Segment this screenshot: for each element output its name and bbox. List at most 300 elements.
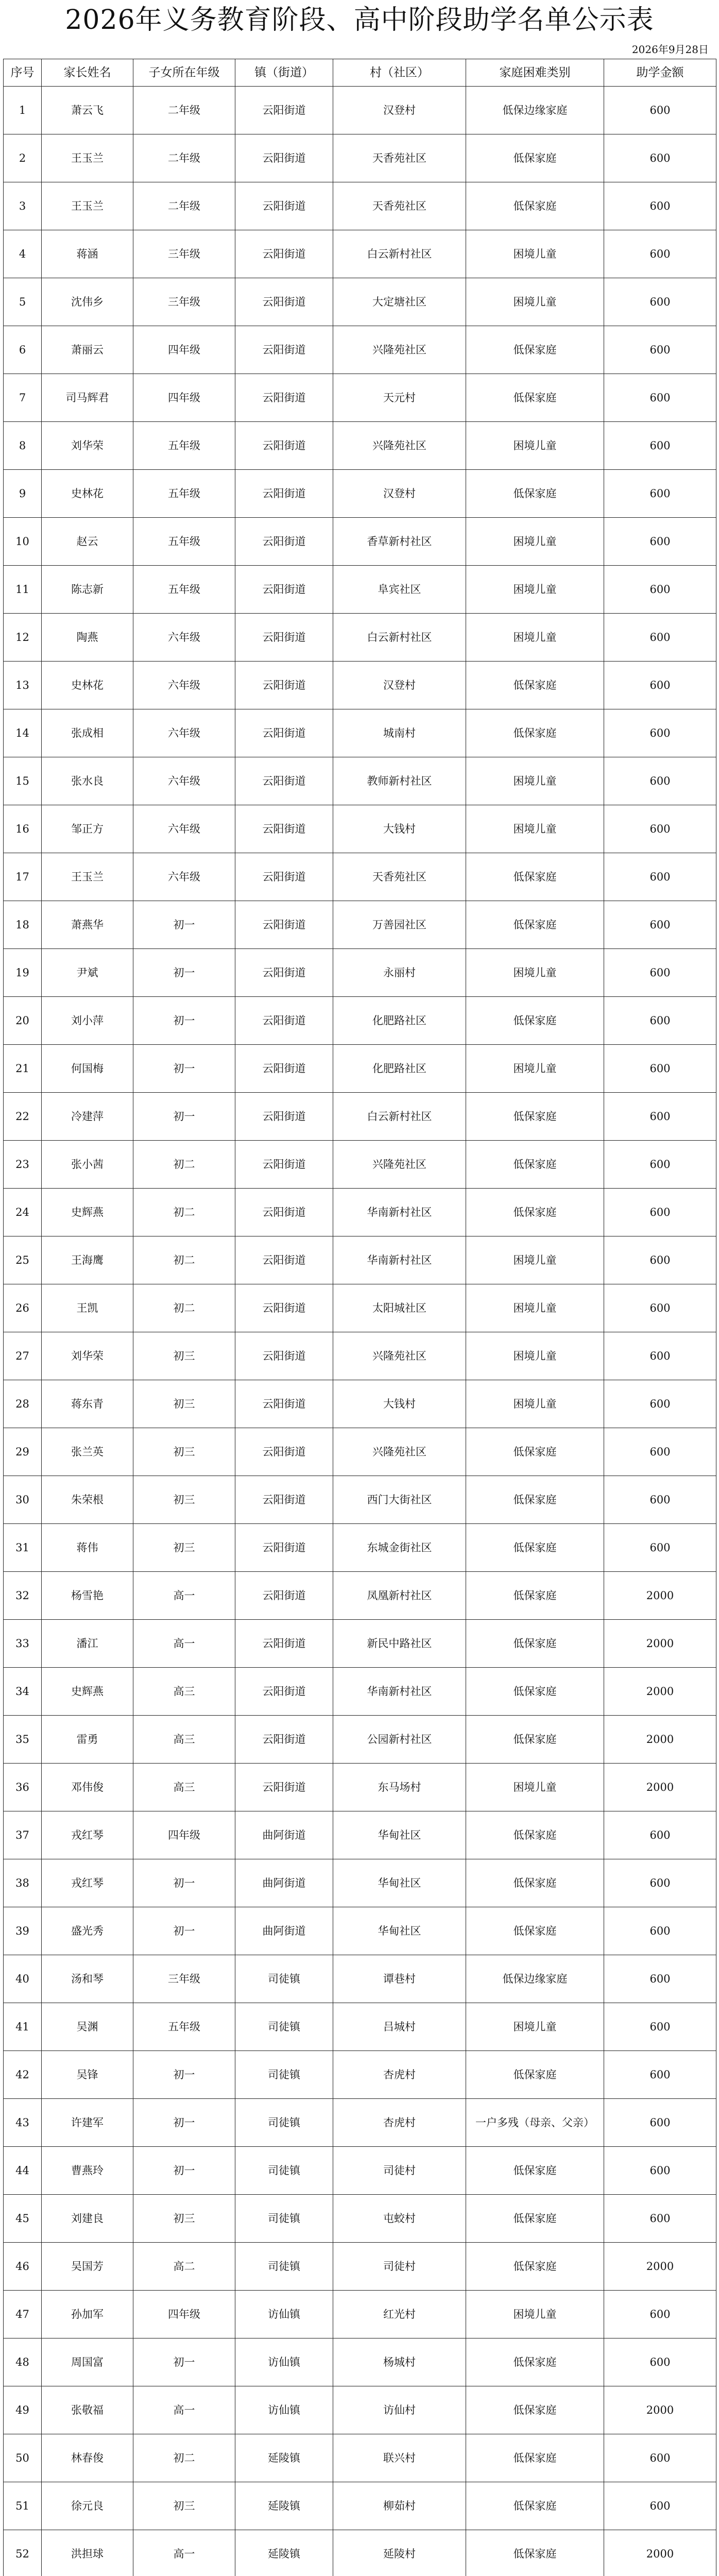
row-village: 大钱村 xyxy=(333,1380,466,1428)
row-index: 1 xyxy=(4,87,42,134)
row-town: 云阳街道 xyxy=(235,374,333,422)
row-grade: 初一 xyxy=(133,2051,235,2099)
row-grade: 四年级 xyxy=(133,374,235,422)
row-hardship-type: 低保家庭 xyxy=(466,1141,604,1189)
row-hardship-type: 低保家庭 xyxy=(466,853,604,901)
row-village: 公园新村社区 xyxy=(333,1716,466,1764)
row-town: 云阳街道 xyxy=(235,1380,333,1428)
aid-list-table xyxy=(3,59,716,2576)
row-town: 曲阿街道 xyxy=(235,1811,333,1859)
row-amount: 600 xyxy=(604,805,716,853)
row-parent-name: 邹正方 xyxy=(42,805,133,853)
row-index: 14 xyxy=(4,709,42,757)
row-town: 云阳街道 xyxy=(235,1716,333,1764)
row-amount: 600 xyxy=(604,230,716,278)
row-village: 天元村 xyxy=(333,374,466,422)
row-grade: 四年级 xyxy=(133,326,235,374)
row-index: 3 xyxy=(4,182,42,230)
row-index: 45 xyxy=(4,2195,42,2243)
table-row xyxy=(4,182,716,230)
row-amount: 600 xyxy=(604,1284,716,1332)
row-amount: 600 xyxy=(604,1380,716,1428)
table-row xyxy=(4,997,716,1045)
row-grade: 初三 xyxy=(133,1524,235,1572)
row-hardship-type: 低保家庭 xyxy=(466,2243,604,2291)
row-hardship-type: 低保家庭 xyxy=(466,2386,604,2434)
row-grade: 初三 xyxy=(133,1380,235,1428)
table-row xyxy=(4,2434,716,2482)
row-index: 27 xyxy=(4,1332,42,1380)
row-village: 新民中路社区 xyxy=(333,1620,466,1668)
table-row xyxy=(4,1716,716,1764)
row-amount: 600 xyxy=(604,1524,716,1572)
row-town: 延陵镇 xyxy=(235,2482,333,2530)
table-row xyxy=(4,805,716,853)
row-town: 访仙镇 xyxy=(235,2291,333,2338)
row-amount: 600 xyxy=(604,2291,716,2338)
row-parent-name: 冷建萍 xyxy=(42,1093,133,1141)
row-index: 19 xyxy=(4,949,42,997)
row-village: 东马场村 xyxy=(333,1764,466,1811)
row-grade: 二年级 xyxy=(133,182,235,230)
row-parent-name: 雷勇 xyxy=(42,1716,133,1764)
row-parent-name: 邓伟俊 xyxy=(42,1764,133,1811)
row-hardship-type: 困境儿童 xyxy=(466,278,604,326)
row-index: 51 xyxy=(4,2482,42,2530)
row-parent-name: 尹斌 xyxy=(42,949,133,997)
row-town: 云阳街道 xyxy=(235,757,333,805)
row-grade: 初三 xyxy=(133,1476,235,1524)
row-town: 云阳街道 xyxy=(235,230,333,278)
row-amount: 600 xyxy=(604,2195,716,2243)
row-index: 26 xyxy=(4,1284,42,1332)
row-hardship-type: 困境儿童 xyxy=(466,422,604,470)
row-index: 28 xyxy=(4,1380,42,1428)
row-amount: 2000 xyxy=(604,2243,716,2291)
row-town: 云阳街道 xyxy=(235,278,333,326)
row-village: 大定塘社区 xyxy=(333,278,466,326)
row-hardship-type: 低保家庭 xyxy=(466,2434,604,2482)
table-row xyxy=(4,1476,716,1524)
row-amount: 600 xyxy=(604,1236,716,1284)
row-index: 15 xyxy=(4,757,42,805)
row-amount: 600 xyxy=(604,1189,716,1236)
row-town: 云阳街道 xyxy=(235,1476,333,1524)
row-hardship-type: 困境儿童 xyxy=(466,2003,604,2051)
table-row xyxy=(4,2291,716,2338)
row-hardship-type: 困境儿童 xyxy=(466,2291,604,2338)
row-grade: 初二 xyxy=(133,2434,235,2482)
row-parent-name: 萧燕华 xyxy=(42,901,133,949)
row-village: 柳茹村 xyxy=(333,2482,466,2530)
table-row xyxy=(4,326,716,374)
row-town: 云阳街道 xyxy=(235,1668,333,1716)
row-amount: 2000 xyxy=(604,1764,716,1811)
row-amount: 600 xyxy=(604,1859,716,1907)
row-index: 43 xyxy=(4,2099,42,2147)
row-index: 37 xyxy=(4,1811,42,1859)
table-row xyxy=(4,2386,716,2434)
row-village: 华甸社区 xyxy=(333,1859,466,1907)
row-town: 云阳街道 xyxy=(235,614,333,662)
table-row xyxy=(4,709,716,757)
row-hardship-type: 困境儿童 xyxy=(466,518,604,566)
row-grade: 五年级 xyxy=(133,422,235,470)
table-row xyxy=(4,2147,716,2195)
row-village: 司徒村 xyxy=(333,2147,466,2195)
row-parent-name: 潘江 xyxy=(42,1620,133,1668)
row-grade: 初二 xyxy=(133,1141,235,1189)
row-town: 云阳街道 xyxy=(235,805,333,853)
table-row xyxy=(4,1332,716,1380)
row-village: 司徒村 xyxy=(333,2243,466,2291)
row-parent-name: 司马辉君 xyxy=(42,374,133,422)
publish-date: 2026年9月28日 xyxy=(631,43,709,56)
row-town: 云阳街道 xyxy=(235,1236,333,1284)
row-parent-name: 戎红琴 xyxy=(42,1859,133,1907)
row-amount: 600 xyxy=(604,1955,716,2003)
row-parent-name: 林春俊 xyxy=(42,2434,133,2482)
row-town: 云阳街道 xyxy=(235,901,333,949)
row-index: 29 xyxy=(4,1428,42,1476)
header-amount: 助学金额 xyxy=(604,59,716,87)
header-grade: 子女所在年级 xyxy=(133,59,235,87)
row-amount: 600 xyxy=(604,949,716,997)
table-row xyxy=(4,949,716,997)
row-town: 云阳街道 xyxy=(235,182,333,230)
row-village: 城南村 xyxy=(333,709,466,757)
row-grade: 初二 xyxy=(133,1236,235,1284)
row-parent-name: 徐元良 xyxy=(42,2482,133,2530)
table-row xyxy=(4,853,716,901)
row-index: 11 xyxy=(4,566,42,614)
row-town: 云阳街道 xyxy=(235,662,333,709)
row-town: 司徒镇 xyxy=(235,2147,333,2195)
row-grade: 初二 xyxy=(133,1189,235,1236)
table-row xyxy=(4,2195,716,2243)
table-row xyxy=(4,1380,716,1428)
table-row xyxy=(4,87,716,134)
row-parent-name: 张敬福 xyxy=(42,2386,133,2434)
row-town: 访仙镇 xyxy=(235,2386,333,2434)
table-row xyxy=(4,1189,716,1236)
row-index: 5 xyxy=(4,278,42,326)
row-parent-name: 陶燕 xyxy=(42,614,133,662)
row-amount: 600 xyxy=(604,2434,716,2482)
row-grade: 四年级 xyxy=(133,2291,235,2338)
row-amount: 2000 xyxy=(604,2386,716,2434)
row-amount: 600 xyxy=(604,1141,716,1189)
row-hardship-type: 一户多残（母亲、父亲） xyxy=(466,2099,604,2147)
row-parent-name: 张成相 xyxy=(42,709,133,757)
row-grade: 四年级 xyxy=(133,1811,235,1859)
row-village: 大钱村 xyxy=(333,805,466,853)
row-hardship-type: 低保家庭 xyxy=(466,901,604,949)
row-grade: 高一 xyxy=(133,1620,235,1668)
row-index: 38 xyxy=(4,1859,42,1907)
row-parent-name: 孙加军 xyxy=(42,2291,133,2338)
row-grade: 初一 xyxy=(133,949,235,997)
row-amount: 600 xyxy=(604,278,716,326)
row-parent-name: 王玉兰 xyxy=(42,182,133,230)
row-parent-name: 王玉兰 xyxy=(42,134,133,182)
row-village: 兴隆苑社区 xyxy=(333,1332,466,1380)
row-village: 屯蛟村 xyxy=(333,2195,466,2243)
header-village: 村（社区） xyxy=(333,59,466,87)
row-amount: 600 xyxy=(604,662,716,709)
row-hardship-type: 困境儿童 xyxy=(466,805,604,853)
row-parent-name: 吴锋 xyxy=(42,2051,133,2099)
row-grade: 五年级 xyxy=(133,518,235,566)
row-amount: 600 xyxy=(604,134,716,182)
row-hardship-type: 低保家庭 xyxy=(466,1811,604,1859)
row-parent-name: 周国富 xyxy=(42,2338,133,2386)
row-parent-name: 陈志新 xyxy=(42,566,133,614)
table-row xyxy=(4,1284,716,1332)
page-title: 2026年义务教育阶段、高中阶段助学名单公示表 xyxy=(65,5,654,36)
row-town: 司徒镇 xyxy=(235,2195,333,2243)
row-hardship-type: 低保家庭 xyxy=(466,1189,604,1236)
table-row xyxy=(4,230,716,278)
row-index: 44 xyxy=(4,2147,42,2195)
row-town: 云阳街道 xyxy=(235,1045,333,1093)
row-index: 6 xyxy=(4,326,42,374)
table-row xyxy=(4,1955,716,2003)
header-index: 序号 xyxy=(4,59,42,87)
row-index: 12 xyxy=(4,614,42,662)
row-grade: 六年级 xyxy=(133,662,235,709)
row-village: 天香苑社区 xyxy=(333,853,466,901)
row-amount: 600 xyxy=(604,2099,716,2147)
row-town: 司徒镇 xyxy=(235,2243,333,2291)
row-hardship-type: 低保家庭 xyxy=(466,1093,604,1141)
table-row xyxy=(4,1668,716,1716)
row-grade: 六年级 xyxy=(133,757,235,805)
row-amount: 600 xyxy=(604,470,716,518)
row-index: 39 xyxy=(4,1907,42,1955)
row-hardship-type: 困境儿童 xyxy=(466,1045,604,1093)
row-amount: 600 xyxy=(604,422,716,470)
row-amount: 600 xyxy=(604,326,716,374)
row-hardship-type: 低保边缘家庭 xyxy=(466,1955,604,2003)
row-index: 34 xyxy=(4,1668,42,1716)
row-index: 40 xyxy=(4,1955,42,2003)
row-town: 云阳街道 xyxy=(235,853,333,901)
row-village: 兴隆苑社区 xyxy=(333,422,466,470)
row-index: 16 xyxy=(4,805,42,853)
row-town: 云阳街道 xyxy=(235,1428,333,1476)
row-index: 2 xyxy=(4,134,42,182)
row-index: 42 xyxy=(4,2051,42,2099)
row-parent-name: 曹燕玲 xyxy=(42,2147,133,2195)
row-parent-name: 史辉燕 xyxy=(42,1668,133,1716)
row-hardship-type: 困境儿童 xyxy=(466,1764,604,1811)
row-village: 汉登村 xyxy=(333,87,466,134)
table-row xyxy=(4,422,716,470)
row-town: 云阳街道 xyxy=(235,1764,333,1811)
row-parent-name: 杨雪艳 xyxy=(42,1572,133,1620)
table-row xyxy=(4,1236,716,1284)
row-index: 41 xyxy=(4,2003,42,2051)
row-village: 教师新村社区 xyxy=(333,757,466,805)
row-hardship-type: 低保家庭 xyxy=(466,2338,604,2386)
row-town: 云阳街道 xyxy=(235,1620,333,1668)
row-parent-name: 史林花 xyxy=(42,470,133,518)
table-row xyxy=(4,662,716,709)
row-village: 兴隆苑社区 xyxy=(333,1428,466,1476)
row-village: 谭巷村 xyxy=(333,1955,466,2003)
table-row xyxy=(4,470,716,518)
row-grade: 初三 xyxy=(133,1332,235,1380)
row-parent-name: 汤和琴 xyxy=(42,1955,133,2003)
row-grade: 五年级 xyxy=(133,566,235,614)
table-row xyxy=(4,1572,716,1620)
row-village: 天香苑社区 xyxy=(333,134,466,182)
row-parent-name: 史辉燕 xyxy=(42,1189,133,1236)
table-row xyxy=(4,374,716,422)
row-hardship-type: 低保家庭 xyxy=(466,2195,604,2243)
row-village: 杨城村 xyxy=(333,2338,466,2386)
row-hardship-type: 低保家庭 xyxy=(466,709,604,757)
row-village: 华甸社区 xyxy=(333,1811,466,1859)
table-row xyxy=(4,1907,716,1955)
row-village: 汉登村 xyxy=(333,662,466,709)
row-grade: 初一 xyxy=(133,1093,235,1141)
row-parent-name: 沈伟乡 xyxy=(42,278,133,326)
row-parent-name: 张兰英 xyxy=(42,1428,133,1476)
row-grade: 二年级 xyxy=(133,134,235,182)
row-parent-name: 史林花 xyxy=(42,662,133,709)
row-village: 香草新村社区 xyxy=(333,518,466,566)
row-village: 访仙村 xyxy=(333,2386,466,2434)
row-index: 20 xyxy=(4,997,42,1045)
row-village: 阜宾社区 xyxy=(333,566,466,614)
row-index: 8 xyxy=(4,422,42,470)
row-grade: 高一 xyxy=(133,2530,235,2576)
row-town: 访仙镇 xyxy=(235,2338,333,2386)
row-village: 汉登村 xyxy=(333,470,466,518)
row-grade: 初一 xyxy=(133,2338,235,2386)
row-village: 太阳城社区 xyxy=(333,1284,466,1332)
row-hardship-type: 低保家庭 xyxy=(466,134,604,182)
row-hardship-type: 困境儿童 xyxy=(466,230,604,278)
row-village: 化肥路社区 xyxy=(333,1045,466,1093)
row-grade: 六年级 xyxy=(133,614,235,662)
row-grade: 高三 xyxy=(133,1668,235,1716)
row-grade: 初一 xyxy=(133,2147,235,2195)
row-amount: 600 xyxy=(604,1093,716,1141)
row-index: 22 xyxy=(4,1093,42,1141)
row-index: 9 xyxy=(4,470,42,518)
row-amount: 2000 xyxy=(604,1620,716,1668)
row-hardship-type: 低保家庭 xyxy=(466,1859,604,1907)
row-amount: 600 xyxy=(604,1332,716,1380)
row-village: 永丽村 xyxy=(333,949,466,997)
row-village: 吕城村 xyxy=(333,2003,466,2051)
row-town: 云阳街道 xyxy=(235,566,333,614)
table-row xyxy=(4,1524,716,1572)
row-parent-name: 王凯 xyxy=(42,1284,133,1332)
row-parent-name: 刘建良 xyxy=(42,2195,133,2243)
row-village: 华南新村社区 xyxy=(333,1189,466,1236)
row-hardship-type: 低保家庭 xyxy=(466,1524,604,1572)
table-row xyxy=(4,1620,716,1668)
row-parent-name: 张水良 xyxy=(42,757,133,805)
row-hardship-type: 低保家庭 xyxy=(466,1572,604,1620)
row-town: 云阳街道 xyxy=(235,518,333,566)
row-village: 天香苑社区 xyxy=(333,182,466,230)
row-index: 32 xyxy=(4,1572,42,1620)
row-hardship-type: 低保家庭 xyxy=(466,2482,604,2530)
row-hardship-type: 低保家庭 xyxy=(466,182,604,230)
row-town: 云阳街道 xyxy=(235,997,333,1045)
row-index: 13 xyxy=(4,662,42,709)
row-amount: 600 xyxy=(604,182,716,230)
row-hardship-type: 低保家庭 xyxy=(466,1907,604,1955)
row-index: 21 xyxy=(4,1045,42,1093)
row-hardship-type: 低保家庭 xyxy=(466,326,604,374)
row-village: 兴隆苑社区 xyxy=(333,326,466,374)
row-hardship-type: 困境儿童 xyxy=(466,757,604,805)
row-hardship-type: 低保家庭 xyxy=(466,1668,604,1716)
row-index: 17 xyxy=(4,853,42,901)
row-town: 云阳街道 xyxy=(235,1093,333,1141)
row-parent-name: 吴国芳 xyxy=(42,2243,133,2291)
row-parent-name: 何国梅 xyxy=(42,1045,133,1093)
table-row xyxy=(4,2243,716,2291)
row-hardship-type: 低保家庭 xyxy=(466,2530,604,2576)
row-grade: 初三 xyxy=(133,2482,235,2530)
table-body xyxy=(4,87,716,2576)
row-amount: 600 xyxy=(604,2338,716,2386)
row-hardship-type: 低保家庭 xyxy=(466,2051,604,2099)
row-amount: 600 xyxy=(604,614,716,662)
table-row xyxy=(4,2051,716,2099)
row-hardship-type: 低保家庭 xyxy=(466,1716,604,1764)
row-village: 联兴村 xyxy=(333,2434,466,2482)
row-parent-name: 萧云飞 xyxy=(42,87,133,134)
row-grade: 三年级 xyxy=(133,230,235,278)
row-parent-name: 王玉兰 xyxy=(42,853,133,901)
row-amount: 600 xyxy=(604,374,716,422)
row-grade: 六年级 xyxy=(133,805,235,853)
row-index: 36 xyxy=(4,1764,42,1811)
row-hardship-type: 困境儿童 xyxy=(466,1284,604,1332)
table-row xyxy=(4,1859,716,1907)
row-town: 云阳街道 xyxy=(235,87,333,134)
row-index: 7 xyxy=(4,374,42,422)
row-hardship-type: 困境儿童 xyxy=(466,614,604,662)
row-town: 云阳街道 xyxy=(235,1572,333,1620)
row-grade: 初一 xyxy=(133,1907,235,1955)
row-grade: 高一 xyxy=(133,1572,235,1620)
row-index: 24 xyxy=(4,1189,42,1236)
row-town: 司徒镇 xyxy=(235,2003,333,2051)
row-amount: 600 xyxy=(604,2051,716,2099)
row-amount: 600 xyxy=(604,1811,716,1859)
row-hardship-type: 困境儿童 xyxy=(466,1380,604,1428)
table-row xyxy=(4,1764,716,1811)
row-amount: 600 xyxy=(604,87,716,134)
header-hardship-type: 家庭困难类别 xyxy=(466,59,604,87)
row-index: 23 xyxy=(4,1141,42,1189)
row-hardship-type: 困境儿童 xyxy=(466,1236,604,1284)
table-row xyxy=(4,1428,716,1476)
row-index: 33 xyxy=(4,1620,42,1668)
row-parent-name: 张小茜 xyxy=(42,1141,133,1189)
row-grade: 高三 xyxy=(133,1764,235,1811)
row-parent-name: 洪担球 xyxy=(42,2530,133,2576)
